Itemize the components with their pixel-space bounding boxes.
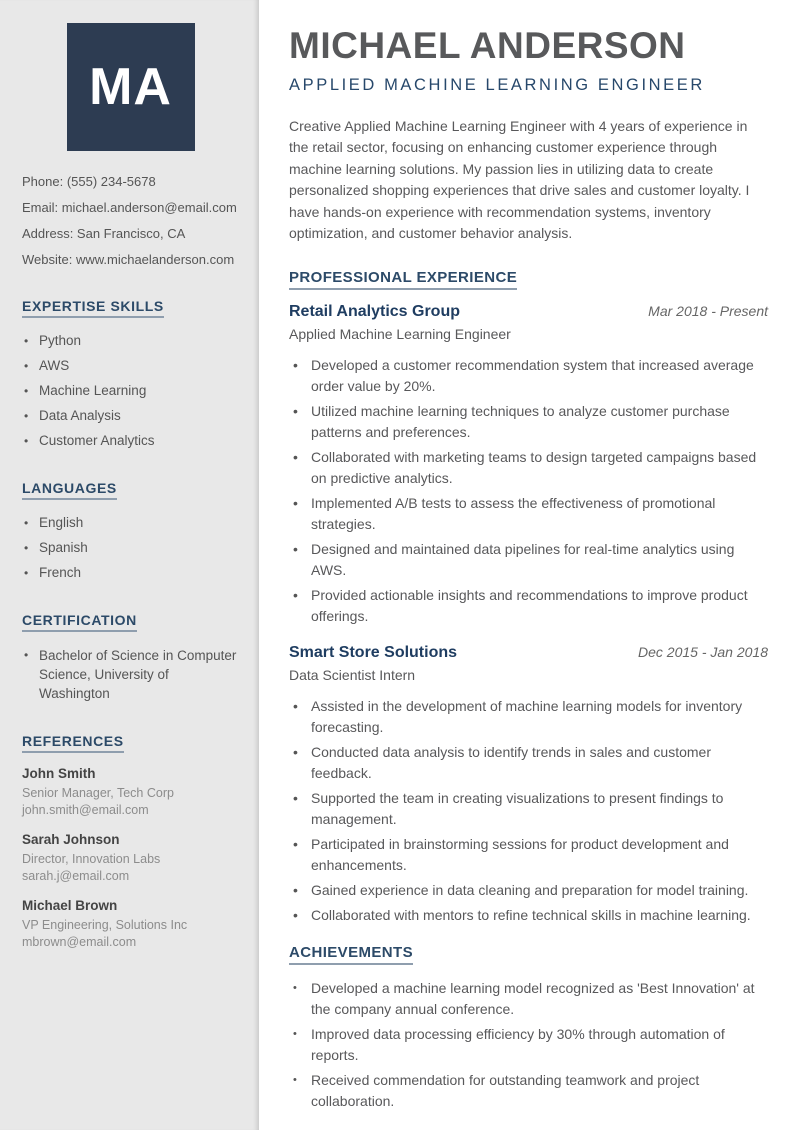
skills-list (22, 332, 239, 450)
job-bullet: • Developed a customer recommendation system that increased average order value by 20%. (289, 355, 768, 397)
achievement-bullet: • Improved data processing efficiency by 30% through automation of reports. (289, 1024, 768, 1066)
job-bullet: • Provided actionable insights and recommendations to improve product offerings. (289, 585, 768, 627)
contact-address: Address: San Francisco, CA (22, 226, 186, 241)
job-bullet: • Collaborated with mentors to refine technical skills in machine learning. (289, 905, 768, 926)
job-role: Data Scientist Intern (289, 666, 416, 683)
job-header (289, 644, 768, 662)
job-bullet: • Assisted in the development of machine learning models for inventory forecasting. (289, 696, 768, 738)
job-bullet: • Participated in brainstorming sessions for product development and enhancements. (289, 834, 768, 876)
summary-paragraph: Creative Applied Machine Learning Engineer with 4 years of experience in the retail sector, focusing on enhancing customer experience through machine learning solutions. My passion lies in utilizing data to create personalized shopping experiences that drive sales and customer loyalty. I have hands-on experience with recommendation systems, inventory optimization, and customer behavior analysis. (289, 117, 750, 242)
job-bullet: • Collaborated with marketing teams to design targeted campaigns based on predictive analytics. (289, 447, 768, 489)
job-bullet-list (289, 355, 768, 627)
contact-info (22, 173, 239, 268)
job-bullet: • Gained experience in data cleaning and preparation for model training. (289, 880, 768, 901)
monogram-initials: MA (89, 58, 172, 116)
contact-phone: Phone: (555) 234-5678 (22, 174, 156, 189)
job-bullet: • Designed and maintained data pipelines for real-time analytics using AWS. (289, 539, 768, 581)
skill-item: • Data Analysis (22, 407, 239, 425)
reference-card (22, 766, 239, 819)
job-entry (289, 644, 768, 926)
job-role: Applied Machine Learning Engineer (289, 325, 511, 342)
skill-item: • AWS (22, 357, 239, 375)
contact-email: Email: michael.anderson@email.com (22, 200, 237, 215)
reference-name: Michael Brown (22, 898, 118, 913)
sidebar (0, 0, 259, 1130)
languages-heading: LANGUAGES (22, 480, 117, 500)
certification-section (22, 612, 239, 703)
language-item: • French (22, 564, 239, 582)
reference-email: mbrown@email.com (22, 935, 137, 949)
job-bullet: • Utilized machine learning techniques to analyze customer purchase patterns and preferences. (289, 401, 768, 443)
achievement-bullet: • Received commendation for outstanding teamwork and project collaboration. (289, 1070, 768, 1112)
achievement-bullet: • Developed a machine learning model recognized as 'Best Innovation' at the company annual conference. (289, 978, 768, 1020)
reference-role: VP Engineering, Solutions Inc (22, 918, 188, 932)
skill-item: • Machine Learning (22, 382, 239, 400)
skill-item: • Customer Analytics (22, 432, 239, 450)
reference-name: Sarah Johnson (22, 832, 120, 847)
company-name: Retail Analytics Group (289, 302, 460, 320)
contact-website: Website: www.michaelanderson.com (22, 252, 235, 267)
reference-name: John Smith (22, 766, 96, 781)
person-name: MICHAEL ANDERSON (289, 25, 686, 66)
job-dates: Dec 2015 - Jan 2018 (638, 643, 768, 660)
references-section (22, 733, 239, 951)
job-header (289, 303, 768, 321)
language-item: • English (22, 514, 239, 532)
references-heading: REFERENCES (22, 733, 124, 753)
job-title-heading: APPLIED MACHINE LEARNING ENGINEER (289, 75, 705, 94)
company-name: Smart Store Solutions (289, 643, 458, 661)
achievements-heading: ACHIEVEMENTS (289, 944, 413, 965)
reference-card (22, 898, 239, 951)
job-dates: Mar 2018 - Present (648, 302, 768, 319)
job-entry (289, 303, 768, 627)
certification-list (22, 646, 239, 703)
reference-card (22, 832, 239, 885)
reference-email: sarah.j@email.com (22, 869, 130, 883)
experience-heading: PROFESSIONAL EXPERIENCE (289, 269, 517, 290)
skills-section (22, 298, 239, 450)
skill-item: • Python (22, 332, 239, 350)
job-bullet: • Implemented A/B tests to assess the effectiveness of promotional strategies. (289, 493, 768, 535)
certification-heading: CERTIFICATION (22, 612, 137, 632)
achievements-section (289, 944, 768, 1112)
reference-email: john.smith@email.com (22, 803, 149, 817)
job-bullet: • Conducted data analysis to identify trends in sales and customer feedback. (289, 742, 768, 784)
reference-role: Senior Manager, Tech Corp (22, 786, 174, 800)
monogram-badge (67, 23, 195, 151)
languages-list (22, 514, 239, 582)
job-bullet: • Supported the team in creating visualizations to present findings to management. (289, 788, 768, 830)
reference-role: Director, Innovation Labs (22, 852, 161, 866)
skills-heading: EXPERTISE SKILLS (22, 298, 164, 318)
experience-section (289, 269, 768, 926)
main-content (259, 0, 800, 1130)
languages-section (22, 480, 239, 582)
language-item: • Spanish (22, 539, 239, 557)
job-bullet-list (289, 696, 768, 926)
achievements-list (289, 978, 768, 1112)
certification-item: • Bachelor of Science in Computer Science, University of Washington (22, 646, 239, 703)
